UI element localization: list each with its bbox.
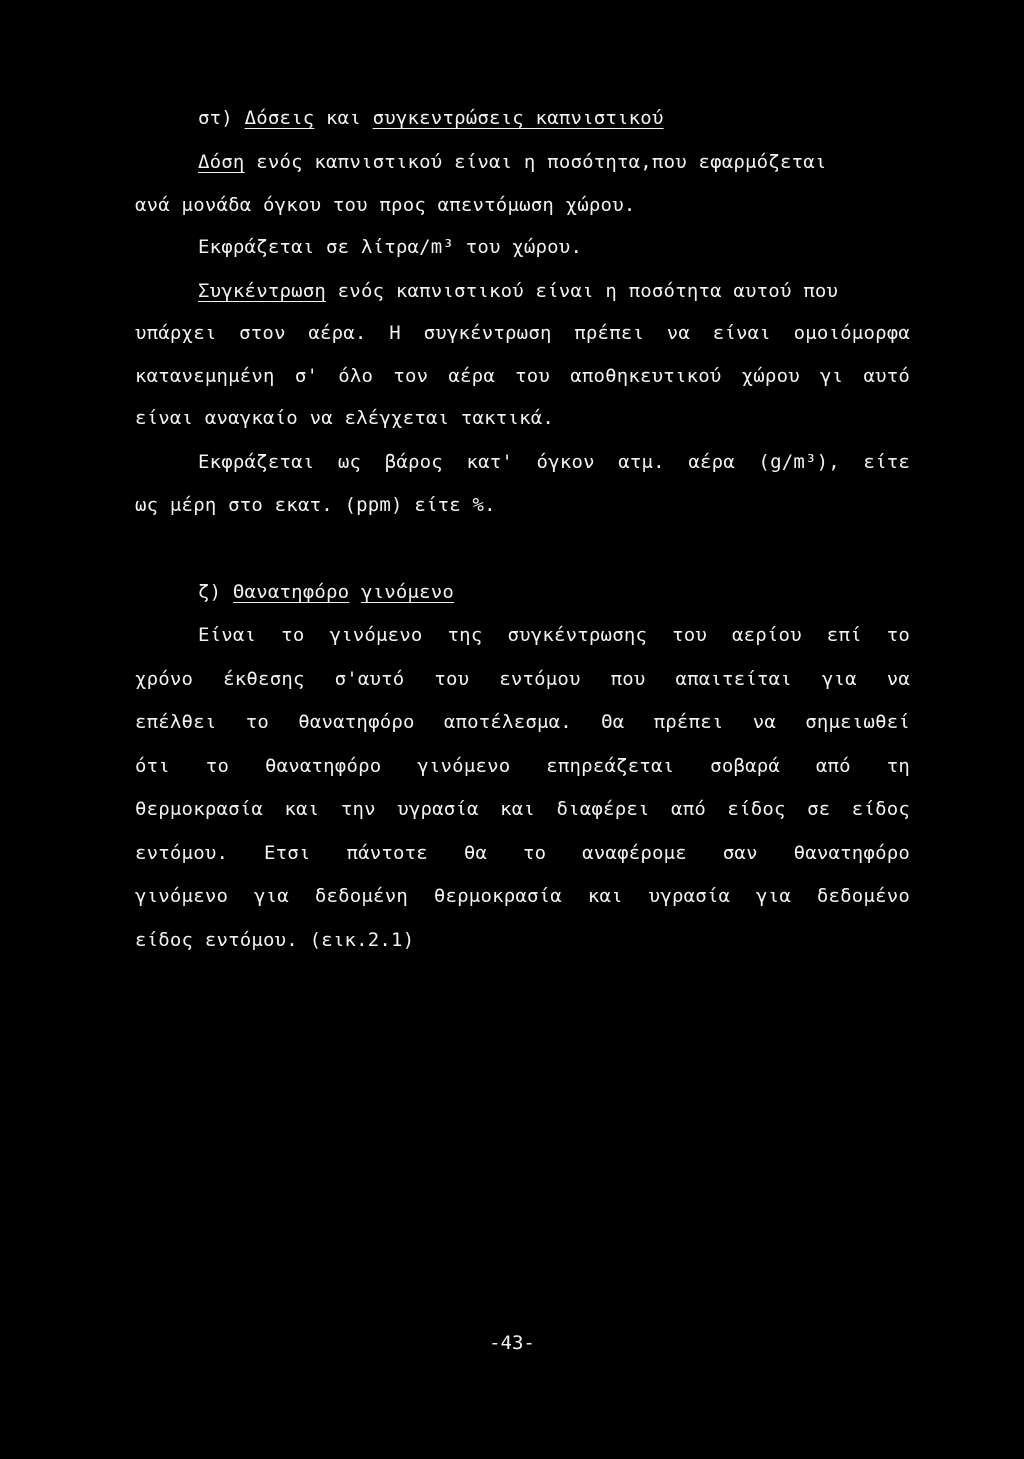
- dose-definition-text: ενός καπνιστικού είναι η ποσότητα,που εφαρμόζεται: [244, 151, 827, 173]
- section-st-heading-underlined-1: Δόσεις: [244, 107, 315, 129]
- section-st-heading-mid: και: [314, 107, 373, 129]
- section-z-heading: [198, 580, 973, 604]
- section-st-heading-prefix: στ): [198, 107, 245, 129]
- concentration-definition-line-4: είναι αναγκαίο να ελέγχεται τακτικά.: [135, 407, 555, 429]
- section-z-heading-underlined-2: γινόμενο: [360, 581, 455, 603]
- concentration-units-line-1: Εκφράζεται ως βάρος κατ' όγκον ατμ. αέρα (g/m³), είτε: [198, 451, 910, 473]
- lethal-product-line-1: Είναι το γινόμενο της συγκέντρωσης του αερίου επί το: [198, 624, 910, 646]
- dose-definition-line-2: ανά μονάδα όγκου του προς απεντόμωση χώρου.: [135, 194, 636, 216]
- concentration-units-line-2: ως μέρη στο εκατ. (ppm) είτε %.: [135, 494, 496, 516]
- lethal-product-line-6: εντόμου. Ετσι πάντοτε θα το αναφέρομε σαν θανατηφόρο: [135, 842, 910, 864]
- section-z-heading-underlined-1: Θανατηφόρο: [232, 581, 350, 603]
- section-z-heading-prefix: ζ): [198, 581, 233, 603]
- section-st-heading-underlined-2: συγκεντρώσεις καπνιστικού: [372, 107, 664, 129]
- dose-units-line: Εκφράζεται σε λίτρα/m³ του χώρου.: [198, 236, 583, 258]
- lethal-product-line-7: γινόμενο για δεδομένη θερμοκρασία και υγρασία για δεδομένο: [135, 885, 910, 907]
- lethal-product-line-2: χρόνο έκθεσης σ'αυτό του εντόμου που απαιτείται για να: [135, 668, 910, 690]
- lethal-product-line-5: θερμοκρασία και την υγρασία και διαφέρει από είδος σε είδος: [135, 798, 910, 820]
- page-number: -43-: [489, 1332, 535, 1354]
- dose-definition-line-1: [198, 150, 910, 174]
- concentration-term: Συγκέντρωση: [198, 280, 327, 302]
- lethal-product-line-3: επέλθει το θανατηφόρο αποτέλεσμα. Θα πρέπει να σημειωθεί: [135, 711, 910, 733]
- section-st-heading: [198, 106, 973, 130]
- concentration-definition-line-3: κατανεμημένη σ' όλο τον αέρα του αποθηκευτικού χώρου γι αυτό: [135, 365, 910, 387]
- concentration-definition-line-2: υπάρχει στον αέρα. Η συγκέντρωση πρέπει να είναι ομοιόμορφα: [135, 322, 910, 344]
- lethal-product-line-4: ότι το θανατηφόρο γινόμενο επηρεάζεται σοβαρά από τη: [135, 755, 910, 777]
- concentration-definition-text: ενός καπνιστικού είναι η ποσότητα αυτού που: [326, 280, 839, 302]
- concentration-definition-line-1: [198, 279, 910, 303]
- dose-term: Δόση: [198, 151, 245, 173]
- section-z-heading-mid: [349, 581, 361, 603]
- lethal-product-line-8: είδος εντόμου. (εικ.2.1): [135, 929, 415, 951]
